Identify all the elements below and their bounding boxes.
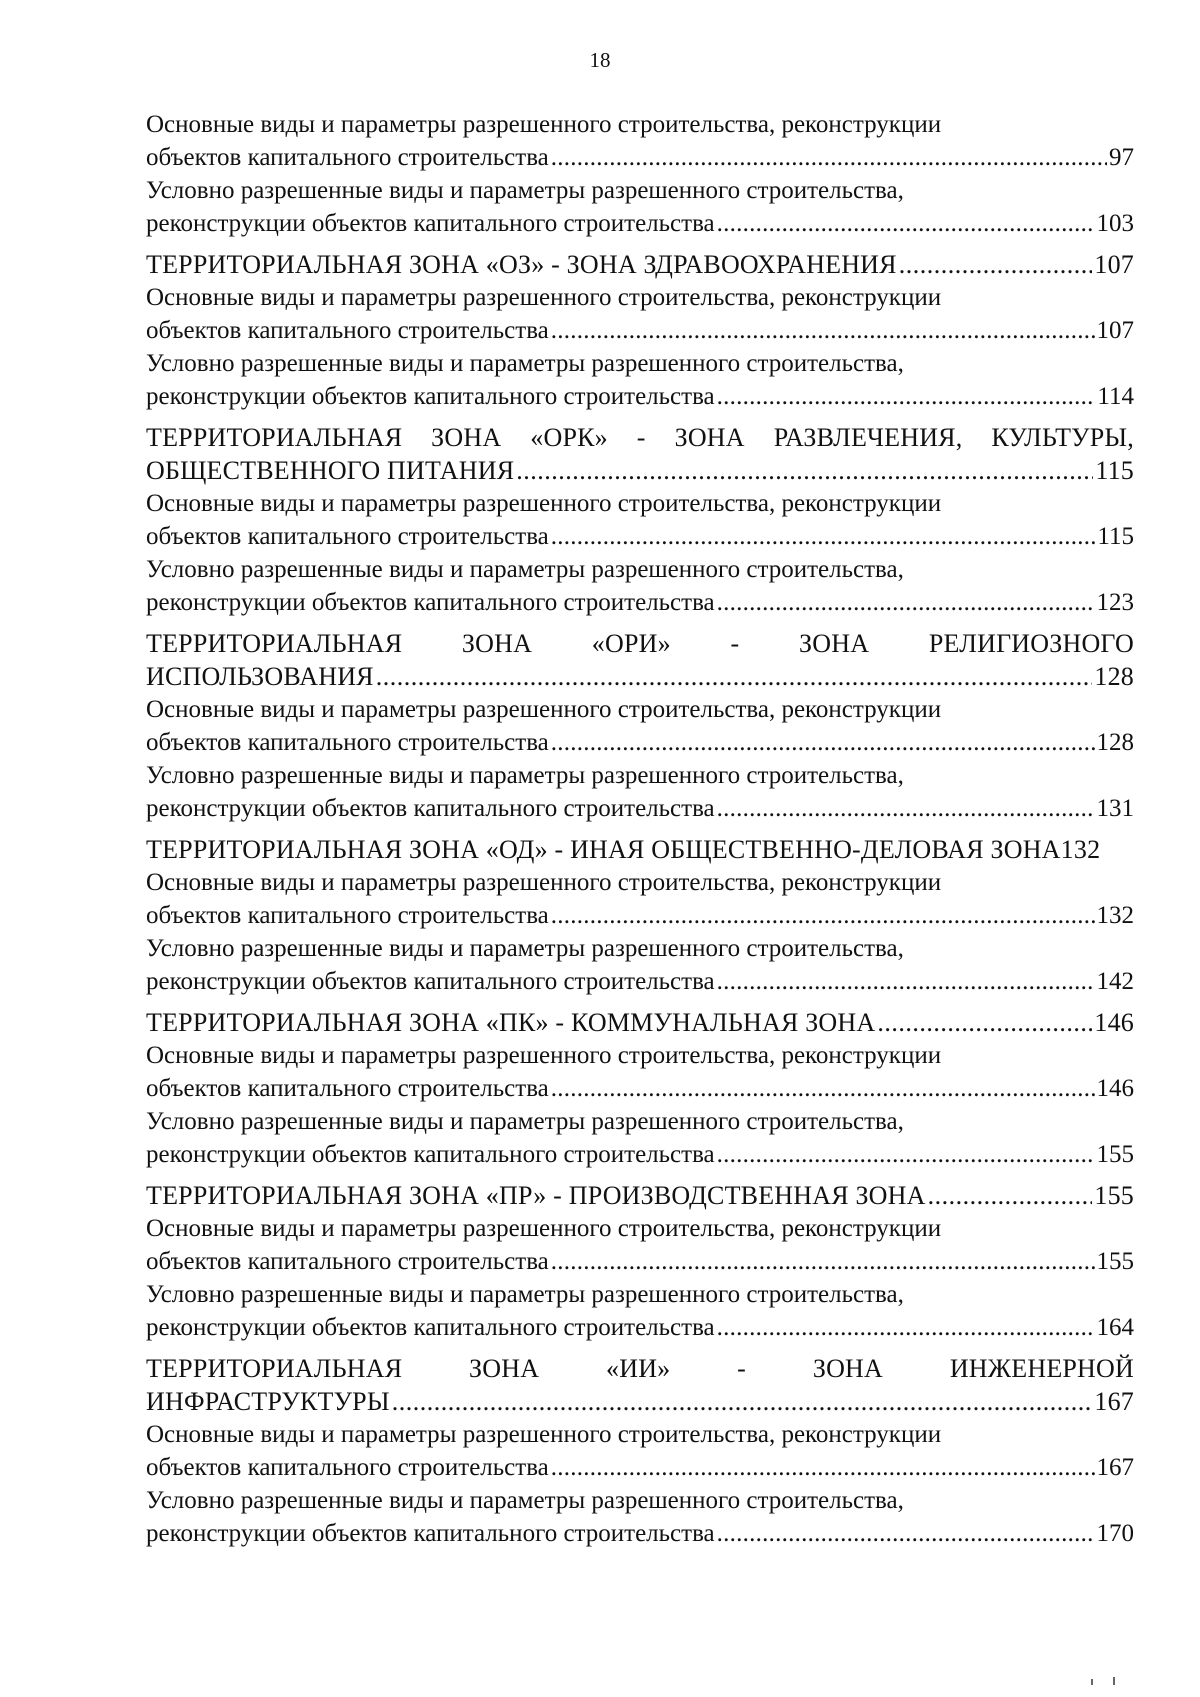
toc-sub-entry[interactable] xyxy=(146,693,1134,759)
toc-sub-entry[interactable] xyxy=(146,1484,1134,1550)
toc-sub-entry[interactable] xyxy=(146,1039,1134,1105)
toc-entry-title-text: реконструкции объектов капитального строительства xyxy=(146,1141,715,1168)
toc-entry-title-line2 xyxy=(146,141,1134,174)
toc-page-ref: 155 xyxy=(1096,1248,1134,1275)
toc-entry-title-text: объектов капитального строительства xyxy=(146,317,549,344)
toc-entry-title-line2 xyxy=(146,899,1134,932)
dot-leader xyxy=(392,1385,1093,1418)
dot-leader xyxy=(717,380,1096,413)
toc-entry-title-text: объектов капитального строительства xyxy=(146,729,549,756)
toc-entry-title-line2 xyxy=(146,660,1134,693)
toc-entry-title-line1: ТЕРРИТОРИАЛЬНАЯ ЗОНА «ОРК» - ЗОНА РАЗВЛЕЧЕНИЯ, КУЛЬТУРЫ, xyxy=(146,423,1134,452)
toc-page-ref: 115 xyxy=(1097,523,1134,550)
toc-entry-title-line1: Основные виды и параметры разрешенного строительства, реконструкции xyxy=(146,1215,942,1242)
dot-leader xyxy=(516,454,1093,487)
toc-entry-title-line2 xyxy=(146,1138,1134,1171)
toc-page-ref: 115 xyxy=(1095,456,1134,485)
toc-entry-title-text: реконструкции объектов капитального строительства xyxy=(146,210,715,237)
toc-entry-title-text: ТЕРРИТОРИАЛЬНАЯ ЗОНА «ОД» - ИНАЯ ОБЩЕСТВЕННО-ДЕЛОВАЯ ЗОНА xyxy=(146,835,1061,864)
toc-page-ref: 167 xyxy=(1096,1454,1134,1481)
dot-leader xyxy=(899,248,1093,281)
toc-entry-title-line2 xyxy=(146,314,1134,347)
dot-leader xyxy=(551,726,1095,759)
toc-entry-title-line1: ТЕРРИТОРИАЛЬНАЯ ЗОНА «ОРИ» - ЗОНА РЕЛИГИОЗНОГО xyxy=(146,629,1134,658)
toc-page-ref: 155 xyxy=(1096,1141,1134,1168)
dot-leader xyxy=(551,1072,1095,1105)
toc-entry-title-line2 xyxy=(146,1451,1134,1484)
toc-entry-title-text: объектов капитального строительства xyxy=(146,144,549,171)
toc-entry-title-text: ИСПОЛЬЗОВАНИЯ xyxy=(146,662,374,691)
toc-sub-entry[interactable] xyxy=(146,1418,1134,1484)
toc-entry-title-text: реконструкции объектов капитального строительства xyxy=(146,589,715,616)
toc-entry-title-line1: Основные виды и параметры разрешенного строительства, реконструкции xyxy=(146,696,942,723)
toc-entry-title-text: ТЕРРИТОРИАЛЬНАЯ ЗОНА «ПР» - ПРОИЗВОДСТВЕННАЯ ЗОНА xyxy=(146,1181,926,1210)
dot-leader xyxy=(717,792,1095,825)
toc-page-ref: 97 xyxy=(1109,144,1134,171)
toc-entry-title-line1 xyxy=(146,1179,1134,1212)
toc-sub-entry[interactable] xyxy=(146,108,1134,174)
toc-page-ref: 155 xyxy=(1094,1181,1134,1210)
toc-zone-entry[interactable] xyxy=(146,1179,1134,1212)
toc-entry-title-text: ТЕРРИТОРИАЛЬНАЯ ЗОНА «ОЗ» - ЗОНА ЗДРАВООХРАНЕНИЯ xyxy=(146,250,897,279)
toc-entry-title-text: объектов капитального строительства xyxy=(146,1454,549,1481)
toc-entry-title-line1: Условно разрешенные виды и параметры разрешенного строительства, xyxy=(146,762,904,789)
dot-leader xyxy=(551,520,1096,553)
toc-entry-title-text: ОБЩЕСТВЕННОГО ПИТАНИЯ xyxy=(146,456,515,485)
dot-leader xyxy=(717,207,1095,240)
toc-page-ref: 142 xyxy=(1096,968,1134,995)
toc-page-ref: 170 xyxy=(1096,1520,1134,1547)
toc-entry-title-line1: ТЕРРИТОРИАЛЬНАЯ ЗОНА «ИИ» - ЗОНА ИНЖЕНЕРНОЙ xyxy=(146,1354,1134,1383)
toc-entry-title-line2 xyxy=(146,454,1134,487)
toc-sub-entry[interactable] xyxy=(146,487,1134,553)
toc-page-ref: 123 xyxy=(1096,589,1134,616)
toc-entry-title-line2 xyxy=(146,1517,1134,1550)
dot-leader xyxy=(717,1311,1095,1344)
toc-page-ref: 164 xyxy=(1096,1314,1134,1341)
toc-entry-title-line1: Условно разрешенные виды и параметры разрешенного строительства, xyxy=(146,556,904,583)
toc-entry-title-text: реконструкции объектов капитального строительства xyxy=(146,383,715,410)
dot-leader xyxy=(551,141,1107,174)
toc-sub-entry[interactable] xyxy=(146,281,1134,347)
table-of-contents xyxy=(146,108,1134,1550)
toc-entry-title-line1: Условно разрешенные виды и параметры разрешенного строительства, xyxy=(146,1108,904,1135)
toc-page-ref: 132 xyxy=(1096,902,1134,929)
toc-entry-title-line1: Основные виды и параметры разрешенного строительства, реконструкции xyxy=(146,111,942,138)
toc-entry-title-line2 xyxy=(146,1072,1134,1105)
toc-zone-entry[interactable] xyxy=(146,248,1134,281)
toc-entry-title-text: реконструкции объектов капитального строительства xyxy=(146,795,715,822)
toc-entry-title-text: реконструкции объектов капитального строительства xyxy=(146,1520,715,1547)
toc-entry-title-text: объектов капитального строительства xyxy=(146,1248,549,1275)
page-number: 18 xyxy=(589,48,611,72)
dot-leader xyxy=(877,1006,1092,1039)
toc-entry-title-line1: Условно разрешенные виды и параметры разрешенного строительства, xyxy=(146,1487,904,1514)
toc-sub-entry[interactable] xyxy=(146,347,1134,413)
toc-entry-title-text: объектов капитального строительства xyxy=(146,1075,549,1102)
dot-leader xyxy=(551,314,1095,347)
toc-zone-entry[interactable] xyxy=(146,833,1134,866)
toc-page-ref: 107 xyxy=(1096,317,1134,344)
toc-entry-title-line1: Условно разрешенные виды и параметры разрешенного строительства, xyxy=(146,177,904,204)
toc-entry-title-text: ТЕРРИТОРИАЛЬНАЯ ЗОНА «ПК» - КОММУНАЛЬНАЯ ЗОНА xyxy=(146,1008,876,1037)
toc-entry-title-line2 xyxy=(146,1385,1134,1418)
toc-entry-title-text: реконструкции объектов капитального строительства xyxy=(146,1314,715,1341)
toc-sub-entry[interactable] xyxy=(146,1212,1134,1278)
toc-sub-entry[interactable] xyxy=(146,759,1134,825)
toc-entry-title-text: объектов капитального строительства xyxy=(146,902,549,929)
toc-page-ref: 103 xyxy=(1096,210,1134,237)
toc-page-ref: 128 xyxy=(1096,729,1134,756)
toc-entry-title-line1: Основные виды и параметры разрешенного строительства, реконструкции xyxy=(146,1421,942,1448)
scan-corner-mark xyxy=(1090,1675,1120,1685)
toc-zone-entry[interactable] xyxy=(146,627,1134,693)
dot-leader xyxy=(551,899,1095,932)
toc-entry-title-line1: Условно разрешенные виды и параметры разрешенного строительства, xyxy=(146,350,904,377)
toc-entry-title-text: реконструкции объектов капитального строительства xyxy=(146,968,715,995)
toc-entry-title-text: объектов капитального строительства xyxy=(146,523,549,550)
toc-entry-title-line1: Основные виды и параметры разрешенного строительства, реконструкции xyxy=(146,869,942,896)
toc-entry-title-line1 xyxy=(146,248,1134,281)
toc-zone-entry[interactable] xyxy=(146,421,1134,487)
toc-entry-title-line2 xyxy=(146,1245,1134,1278)
toc-entry-title-line2 xyxy=(146,726,1134,759)
dot-leader xyxy=(551,1451,1095,1484)
toc-page-ref: 146 xyxy=(1094,1008,1134,1037)
toc-entry-title-line2 xyxy=(146,207,1134,240)
dot-leader xyxy=(551,1245,1095,1278)
toc-page-ref: 128 xyxy=(1094,662,1134,691)
toc-entry-title-line1: Основные виды и параметры разрешенного строительства, реконструкции xyxy=(146,284,942,311)
dot-leader xyxy=(717,965,1095,998)
toc-entry-title-line2 xyxy=(146,965,1134,998)
toc-sub-entry[interactable] xyxy=(146,866,1134,932)
toc-entry-title-text: ИНФРАСТРУКТУРЫ xyxy=(146,1387,390,1416)
toc-entry-title-line1: Условно разрешенные виды и параметры разрешенного строительства, xyxy=(146,935,904,962)
dot-leader xyxy=(928,1179,1093,1212)
toc-sub-entry[interactable] xyxy=(146,932,1134,998)
toc-zone-entry[interactable] xyxy=(146,1006,1134,1039)
toc-entry-title-line1 xyxy=(146,833,1134,866)
toc-entry-title-line2 xyxy=(146,586,1134,619)
toc-page-ref: 131 xyxy=(1096,795,1134,822)
toc-zone-entry[interactable] xyxy=(146,1352,1134,1418)
toc-entry-title-line2 xyxy=(146,380,1134,413)
toc-entry-title-line2 xyxy=(146,792,1134,825)
dot-leader xyxy=(717,1138,1095,1171)
dot-leader xyxy=(717,586,1095,619)
toc-entry-title-line1: Основные виды и параметры разрешенного строительства, реконструкции xyxy=(146,490,942,517)
toc-entry-title-line2 xyxy=(146,1311,1134,1344)
toc-entry-title-line1 xyxy=(146,1006,1134,1039)
toc-page-ref: 107 xyxy=(1094,250,1134,279)
toc-page-ref: 114 xyxy=(1097,383,1134,410)
toc-sub-entry[interactable] xyxy=(146,1105,1134,1171)
toc-sub-entry[interactable] xyxy=(146,1278,1134,1344)
toc-page-ref: 146 xyxy=(1096,1075,1134,1102)
toc-sub-entry[interactable] xyxy=(146,174,1134,240)
toc-entry-title-line2 xyxy=(146,520,1134,553)
toc-page-ref: 132 xyxy=(1060,835,1101,864)
toc-page-ref: 167 xyxy=(1094,1387,1134,1416)
toc-sub-entry[interactable] xyxy=(146,553,1134,619)
dot-leader xyxy=(376,660,1093,693)
toc-entry-title-line1: Основные виды и параметры разрешенного строительства, реконструкции xyxy=(146,1042,942,1069)
toc-entry-title-line1: Условно разрешенные виды и параметры разрешенного строительства, xyxy=(146,1281,904,1308)
dot-leader xyxy=(717,1517,1095,1550)
